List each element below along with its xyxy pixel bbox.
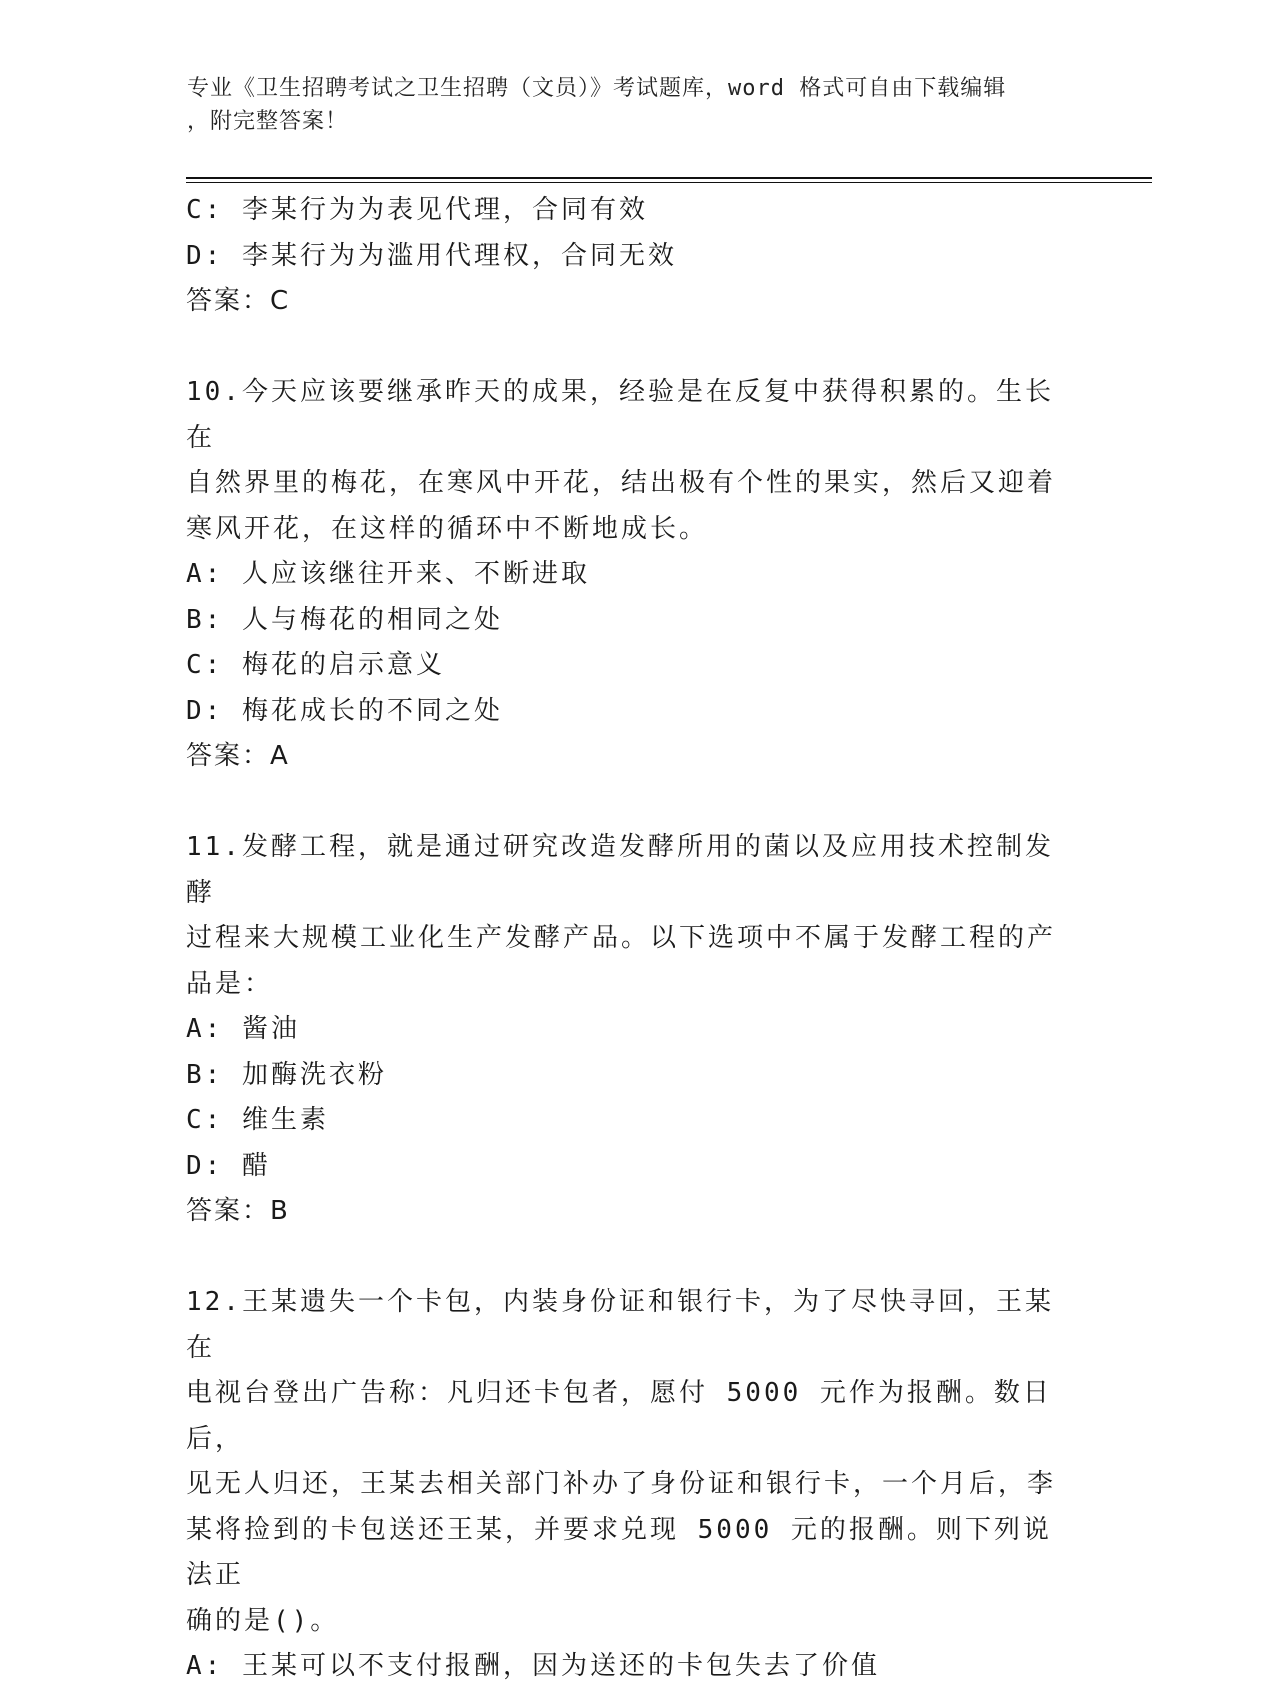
question-12 [186, 1280, 1076, 1690]
option-c: C: 维生素 [186, 1105, 329, 1135]
question-9-continued [186, 188, 1076, 325]
option-d: D: 梅花成长的不同之处 [186, 695, 503, 726]
header-divider [186, 177, 1152, 183]
page-header [187, 72, 1067, 138]
spacer [186, 780, 1076, 826]
option-a: A: 人应该继往开来、不断进取 [186, 559, 590, 589]
question-10 [186, 370, 1076, 780]
question-stem-line: 确的是()。 [186, 1605, 340, 1636]
answer: 答案：C [186, 286, 291, 316]
option-d: D: 李某行为为滥用代理权，合同无效 [186, 240, 677, 271]
question-stem-line: 见无人归还，王某去相关部门补办了身份证和银行卡，一个月后，李 [186, 1469, 1057, 1499]
question-stem-line: 品是： [186, 968, 274, 999]
header-line-1: 专业《卫生招聘考试之卫生招聘（文员）》考试题库，word 格式可自由下载编辑 [187, 76, 1007, 101]
option-c: C: 梅花的启示意义 [186, 650, 445, 680]
question-stem-line: 11.发酵工程，就是通过研究改造发酵所用的菌以及应用技术控制发酵 [186, 832, 1054, 908]
answer: 答案：B [186, 1196, 290, 1226]
option-c: C: 李某行为为表见代理，合同有效 [186, 195, 648, 225]
question-stem-line: 寒风开花，在这样的循环中不断地成长。 [186, 513, 709, 544]
question-stem-line: 12.王某遗失一个卡包，内装身份证和银行卡，为了尽快寻回，王某在 [186, 1287, 1054, 1363]
option-b: B: 加酶洗衣粉 [186, 1059, 387, 1090]
header-line-2: ，附完整答案！ [187, 109, 349, 134]
option-a: A: 酱油 [186, 1014, 300, 1044]
spacer [186, 325, 1076, 371]
option-d: D: 醋 [186, 1150, 271, 1181]
document-body [186, 188, 1076, 1690]
question-stem-line: 某将捡到的卡包送还王某，并要求兑现 5000 元的报酬。则下列说法正 [186, 1514, 1052, 1590]
option-a: A: 王某可以不支付报酬，因为送还的卡包失去了价值 [186, 1651, 880, 1681]
question-stem-line: 过程来大规模工业化生产发酵产品。以下选项中不属于发酵工程的产 [186, 923, 1057, 953]
question-stem-line: 自然界里的梅花，在寒风中开花，结出极有个性的果实，然后又迎着 [186, 468, 1057, 498]
spacer [186, 1235, 1076, 1281]
question-11 [186, 825, 1076, 1235]
question-stem-line: 10.今天应该要继承昨天的成果，经验是在反复中获得积累的。生长在 [186, 377, 1054, 453]
question-stem-line: 电视台登出广告称：凡归还卡包者，愿付 5000 元作为报酬。数日后， [186, 1378, 1052, 1454]
answer: 答案：A [186, 741, 290, 771]
option-b: B: 人与梅花的相同之处 [186, 604, 503, 635]
